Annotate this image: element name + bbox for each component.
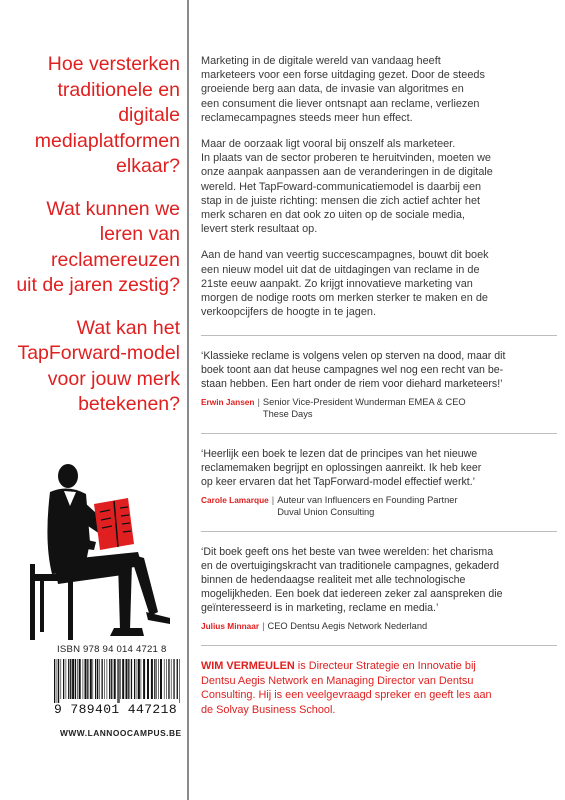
quote-line: ‘Klassieke reclame is volgens velen op sterven na dood, maar dit <box>201 350 506 363</box>
barcode-bar <box>137 659 138 699</box>
divider-rule <box>201 531 557 532</box>
question-line: voor jouw merk <box>47 367 180 390</box>
barcode-bar <box>177 659 178 699</box>
barcode-bar <box>164 659 165 699</box>
question-line: traditionele en <box>57 78 180 101</box>
barcode-bar <box>168 659 169 699</box>
barcode-bar <box>154 659 155 699</box>
question-line: digitale <box>118 104 180 126</box>
quote-author: Julius Minnaar <box>201 621 260 632</box>
barcode-bar <box>85 659 87 699</box>
role-line: Auteur van Influencers en Founding Partner <box>277 495 458 506</box>
barcode-bar <box>179 659 180 703</box>
quote-line: boek toont aan dat heuse campagnes wel nog een recht van be- <box>201 364 504 377</box>
role-line: CEO Dentsu Aegis Network Nederland <box>267 621 428 632</box>
barcode-bar <box>54 659 55 703</box>
barcode-bar <box>122 659 124 699</box>
quote-line: op keer ervaren dat het TapForward-model effectief werkt.’ <box>201 476 476 489</box>
divider-rule <box>201 335 557 336</box>
vertical-divider <box>187 0 189 800</box>
quote-author: Carole Lamarque <box>201 495 269 506</box>
barcode-bar <box>138 659 140 699</box>
quote-line: ‘Heerlijk een boek te lezen dat de principes van het nieuwe <box>201 448 478 461</box>
barcode-bar <box>93 659 94 699</box>
quote-line: reclamemaken begrijpt en oplossingen aanreikt. Ik heb keer <box>201 462 482 475</box>
barcode-bar <box>134 659 135 699</box>
barcode-bar <box>118 659 119 703</box>
barcode-bar <box>57 659 58 703</box>
role-line: Duval Union Consulting <box>277 507 375 518</box>
bio-line: de Solvay Business School. <box>201 703 336 716</box>
barcode-bar <box>83 659 84 699</box>
quote-line: en de overtuigingskracht van traditionele campagnes, gekaderd <box>201 560 499 573</box>
body-line: verkoopcijfers de hoogte in te jagen. <box>201 306 376 319</box>
barcode-bar <box>72 659 74 699</box>
bio-author-name: WIM VERMEULEN <box>201 660 295 673</box>
reading-man-illustration <box>10 462 180 642</box>
body-line: onze aanpak aanpassen aan de veranderingen in de digitale <box>201 166 493 179</box>
barcode-bar <box>68 659 69 699</box>
body-line: wereld. Het TapFoward-communicatiemodel is daarbij een <box>201 180 482 193</box>
quote-author-role <box>268 620 428 632</box>
barcode-bar <box>77 659 78 699</box>
divider-rule <box>201 645 557 646</box>
question-line: uit de jaren zestig? <box>16 274 180 296</box>
quote-line: ‘Dit boek geeft ons het beste van twee werelden: het charisma <box>201 546 494 559</box>
question-3 <box>6 316 180 418</box>
quote-separator: | <box>257 397 260 408</box>
body-line: Marketing in de digitale wereld van vandaag heeft <box>201 55 441 67</box>
barcode-bar <box>70 659 71 699</box>
barcode-bar <box>147 659 149 699</box>
quote-line: staan hebben. Een hart onder de riem voor diehard marketeers!’ <box>201 378 503 391</box>
barcode-bar <box>114 659 116 699</box>
barcode-bar <box>111 659 112 699</box>
question-line: Hoe versterken <box>47 53 180 75</box>
body-paragraph-1 <box>201 54 557 125</box>
question-line: mediaplatformen <box>34 129 180 152</box>
author-bio <box>201 659 557 717</box>
question-1 <box>6 52 180 180</box>
bio-line: Dentsu Aegis Network en Managing Director van Dentsu <box>201 674 474 687</box>
barcode-bar <box>63 659 64 699</box>
body-paragraph-3 <box>201 248 557 319</box>
quote-author-role <box>277 494 457 518</box>
barcode-bar <box>102 659 103 699</box>
body-line: 21ste eeuw aanpakt. Zo krijgt innovatieve marketing van <box>201 277 473 290</box>
barcode-bars <box>54 659 182 703</box>
body-line: stap in de juiste richting: mensen die zich actief achter het <box>201 194 481 207</box>
body-line: marketeers voor een forse uitdaging gezet. Door de steeds <box>201 69 485 82</box>
quote-2 <box>201 447 557 518</box>
barcode-bar <box>58 659 59 703</box>
barcode-bar <box>158 659 159 699</box>
barcode-bar <box>61 659 62 699</box>
barcode-bar <box>66 659 67 699</box>
barcode-bar <box>107 659 108 699</box>
quote-line: binnen de hedendaagse realiteit met alle technologische <box>201 574 466 587</box>
question-line: leren van <box>99 223 180 245</box>
quote-attribution <box>201 396 557 420</box>
question-line: reclamereuzen <box>51 248 180 271</box>
body-line: groeiende berg aan data, de invasie van algoritmes en <box>201 83 464 96</box>
barcode-bar <box>97 659 98 699</box>
question-line: Wat kunnen we <box>46 197 180 220</box>
body-line: een consument die liever ontsnapt aan reclame, verliezen <box>201 97 480 110</box>
question-2 <box>6 197 180 299</box>
body-line: merk scharen en dat ook zo uiten op de sociale media, <box>201 209 465 222</box>
barcode-bar <box>99 659 100 699</box>
question-line: Wat kan het <box>76 316 180 339</box>
barcode-bar <box>79 659 81 699</box>
right-column <box>201 54 557 717</box>
body-line: een nieuw model uit dat de uitdagingen van reclame in de <box>201 263 480 276</box>
barcode <box>54 659 182 703</box>
quote-3 <box>201 545 557 632</box>
quote-1 <box>201 349 557 420</box>
barcode-bar <box>90 659 92 699</box>
website-url: WWW.LANNOOCAMPUS.BE <box>60 728 182 738</box>
barcode-bar <box>95 659 96 699</box>
divider-rule <box>201 433 557 434</box>
quote-line: mogelijkheden. Een boek dat iedereen zeker zal aanspreken die <box>201 588 503 601</box>
barcode-bar <box>166 659 167 699</box>
quote-attribution <box>201 620 557 632</box>
quote-author: Erwin Jansen <box>201 397 255 408</box>
barcode-bar <box>109 659 110 699</box>
quote-separator: | <box>262 621 265 632</box>
barcode-bar <box>131 659 132 699</box>
isbn-text: ISBN 978 94 014 4721 8 <box>57 644 167 655</box>
role-line: These Days <box>262 409 313 420</box>
barcode-bar <box>128 659 129 699</box>
bio-line: Consulting. Hij is een veelgevraagd spreker en geeft les aan <box>201 689 492 702</box>
barcode-bar <box>126 659 128 699</box>
barcode-bar <box>173 659 174 699</box>
barcode-bar <box>156 659 157 699</box>
quote-line: geïnteresseerd is in marketing, reclame en media.’ <box>201 602 439 615</box>
barcode-bar <box>143 659 145 699</box>
role-line: Senior Vice-President Wunderman EMEA & CEO <box>262 397 466 408</box>
body-line: Maar de oorzaak ligt vooral bij onszelf als marketeer. <box>201 138 456 151</box>
bio-line <box>201 659 557 673</box>
body-line: levert sterk resultaat op. <box>201 223 318 236</box>
barcode-bar <box>151 659 153 699</box>
barcode-bar <box>120 659 121 699</box>
barcode-bar <box>75 659 76 699</box>
question-line: TapForward-model <box>17 342 180 364</box>
barcode-bar <box>104 659 105 699</box>
quote-attribution <box>201 494 557 518</box>
barcode-bar <box>171 659 172 699</box>
question-line: elkaar? <box>116 155 180 177</box>
body-line: Aan de hand van veertig succescampagnes, bouwt dit boek <box>201 249 489 262</box>
questions-column <box>6 52 180 435</box>
barcode-bar <box>117 659 118 703</box>
bio-line-rest: is Directeur Strategie en Innovatie bij <box>294 660 476 673</box>
body-line: reclamecampagnes steeds meer hun effect. <box>201 111 413 124</box>
quote-separator: | <box>271 495 275 506</box>
quote-author-role <box>263 396 466 420</box>
body-line: morgen de nodige roots om merken sterker te maken en de <box>201 292 488 305</box>
body-line: In plaats van de sector proberen te heruitvinden, moeten we <box>201 152 491 165</box>
question-line: betekenen? <box>78 393 180 415</box>
barcode-bar <box>87 659 88 699</box>
barcode-bar <box>141 659 142 699</box>
barcode-digits: 9 789401 447218 <box>54 702 178 717</box>
body-paragraph-2 <box>201 137 557 236</box>
barcode-bar <box>160 659 162 699</box>
